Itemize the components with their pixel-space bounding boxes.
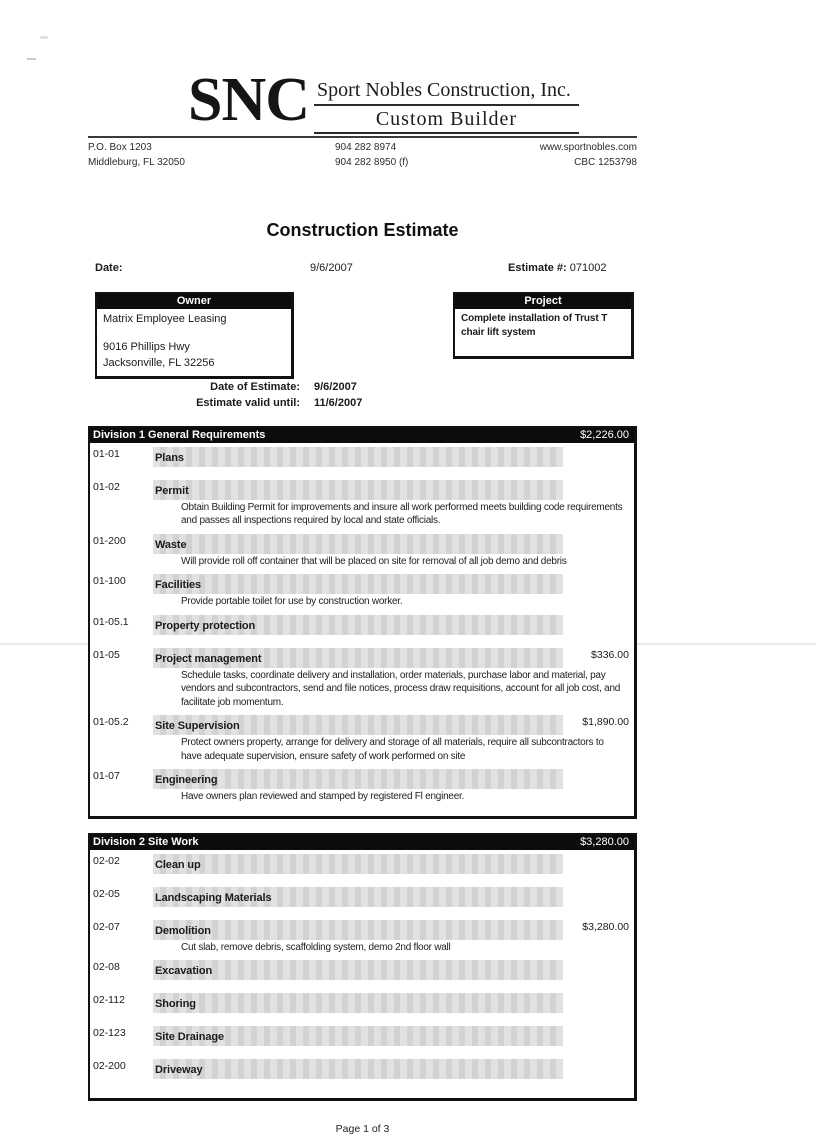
item-amount [563,993,634,994]
scan-artifact [40,36,48,39]
item-name: Driveway [155,1064,203,1077]
item-name-bar [153,615,563,635]
item-name-bar [153,854,563,874]
item-amount: $3,280.00 [582,920,629,933]
item-description: Schedule tasks, coordinate delivery and installation, order materials, purchase labor and material, pay vendors and subcontractors, send and file notices, process draw requisitions, account for all job cost, and facilitate job momentum. [181,669,621,708]
item-amount [563,574,634,575]
item-amount [563,480,634,481]
logo-text-block [314,79,579,134]
item-name: Demolition [155,924,211,937]
item-description: Will provide roll off container that will be placed on site for removal of all job demo and debris [181,555,567,567]
item-code: 02-07 [93,920,120,933]
item-description: Have owners plan reviewed and stamped by registered Fl engineer. [181,791,465,803]
address-line-1: P.O. Box 1203 [88,142,152,153]
item-name-bar [153,574,563,594]
division-header [90,428,634,443]
contact-phones [335,141,495,170]
item-description: Provide portable toilet for use by construction worker. [181,596,403,608]
estimate-line-item [90,648,634,668]
item-name: Landscaping Materials [155,891,272,904]
owner-box-body [97,309,291,376]
license-number: CBC 1253798 [574,156,637,168]
divisions-container [88,426,637,1102]
item-code: 02-123 [93,1027,126,1040]
estimate-line-item [90,960,634,980]
website: www.sportnobles.com [539,142,637,153]
item-amount [563,1059,634,1060]
item-name-bar [153,715,563,735]
estimate-line-item [90,715,634,735]
item-name: Clean up [155,858,201,871]
owner-box-header: Owner [97,294,291,309]
owner-name: Matrix Employee Leasing [103,313,227,325]
item-amount [563,960,634,961]
page-footer: Page 1 of 3 [335,1123,390,1135]
division-header [90,835,634,850]
item-name: Excavation [155,965,213,978]
estimate-number [508,262,606,274]
item-code: 02-08 [93,961,120,974]
item-name: Facilities [155,579,202,592]
item-name-bar [153,769,563,789]
item-name-bar [153,920,563,940]
item-name-bar [153,534,563,554]
valid-until-label: Estimate valid until: [196,396,300,409]
estimate-line-item [90,920,634,940]
owner-address-line-1: 9016 Phillips Hwy [103,341,190,354]
company-tagline: Custom Builder [314,106,579,134]
item-name-bar [153,480,563,500]
scan-artifact [27,58,36,60]
item-code: 01-05.1 [93,615,129,628]
item-code: 01-100 [93,575,126,588]
estimate-line-item [90,769,634,789]
item-name-bar [153,887,563,907]
item-code: 02-112 [93,994,125,1007]
item-name-bar [153,1026,563,1046]
document-page [88,0,637,1135]
date-of-estimate-label: Date of Estimate: [210,381,300,393]
estimate-line-item [90,480,634,500]
item-code: 01-07 [93,770,120,783]
item-amount [563,854,634,855]
project-description: Complete installation of Trust T chair lift system [461,313,608,338]
phone-number: 904 282 8974 [335,142,397,153]
item-name: Engineering [155,774,218,787]
item-name-bar [153,993,563,1013]
owner-box [95,292,294,379]
item-amount: $336.00 [591,648,629,661]
item-code: 01-01 [93,447,120,460]
date-of-estimate-value: 9/6/2007 [314,381,357,393]
division-total: $3,280.00 [580,835,629,848]
valid-until-value: 11/6/2007 [314,396,363,409]
item-name-bar [153,1059,563,1079]
division-body [90,443,634,816]
item-name-bar [153,447,563,467]
item-name: Project management [155,652,262,665]
contact-web [495,141,637,170]
item-code: 01-02 [93,480,120,493]
item-code: 01-05.2 [93,716,129,729]
item-code: 02-05 [93,887,120,900]
company-name: Sport Nobles Construction, Inc. [314,79,579,106]
letterhead-rule [88,136,637,138]
letterhead [88,0,637,170]
item-amount [563,1026,634,1027]
estimate-line-item [90,1026,634,1046]
item-amount [563,534,634,535]
estimate-line-item [90,854,634,874]
division-section [88,426,637,819]
item-name: Plans [155,451,184,464]
date-of-estimate-line [88,380,637,396]
date-value: 9/6/2007 [310,262,353,274]
project-box-header: Project [455,294,631,309]
division-total: $2,226.00 [580,428,629,441]
estimate-line-item [90,615,634,635]
division-title: Division 2 Site Work [93,835,199,848]
document-title: Construction Estimate [266,220,459,240]
item-name: Property protection [155,619,256,632]
company-logo: SNC [188,66,310,134]
address-line-2: Middleburg, FL 32050 [88,156,185,168]
date-label: Date: [95,262,123,274]
estimate-line-item [90,534,634,554]
estimate-number-value: 071002 [569,262,607,274]
item-name-bar [153,648,563,668]
estimate-line-item [90,574,634,594]
item-name: Site Supervision [155,720,240,733]
item-code: 02-200 [93,1060,126,1073]
item-amount [563,615,634,616]
fax-number: 904 282 8950 (f) [335,156,409,168]
item-amount: $1,890.00 [582,716,629,729]
project-box [453,292,634,359]
owner-project-row [88,292,637,372]
estimate-line-item [90,993,634,1013]
estimate-meta-row [88,262,637,277]
division-section [88,833,637,1102]
item-description: Cut slab, remove debris, scaffolding system, demo 2nd floor wall [181,941,451,953]
item-description: Protect owners property, arrange for delivery and storage of all materials, require all subcontractors to have adequate supervision, ensure safety of work performed on site [181,737,604,762]
item-amount [563,887,634,888]
item-amount [563,447,634,448]
item-code: 02-02 [93,854,120,867]
item-name: Waste [155,538,187,551]
item-name: Permit [155,484,189,497]
item-description: Obtain Building Permit for improvements and insure all work performed meets building code requirements and passes all inspections required by local and state officials. [181,501,623,527]
item-name: Site Drainage [155,1031,225,1044]
item-amount [563,769,634,770]
item-code: 01-200 [93,534,126,547]
estimate-line-item [90,887,634,907]
item-code: 01-05 [93,648,120,661]
contact-row [88,141,637,170]
division-body [90,850,634,1099]
item-name: Shoring [155,998,196,1011]
owner-blank-line [103,327,287,340]
estimate-number-label: Estimate #: [508,262,567,274]
valid-until-line [88,396,637,412]
division-title: Division 1 General Requirements [93,428,266,441]
logo-row [188,66,637,134]
estimate-line-item [90,447,634,467]
owner-address-line-2: Jacksonville, FL 32256 [103,356,215,369]
estimate-line-item [90,1059,634,1079]
contact-address [88,141,335,170]
item-name-bar [153,960,563,980]
estimate-dates [88,380,637,412]
